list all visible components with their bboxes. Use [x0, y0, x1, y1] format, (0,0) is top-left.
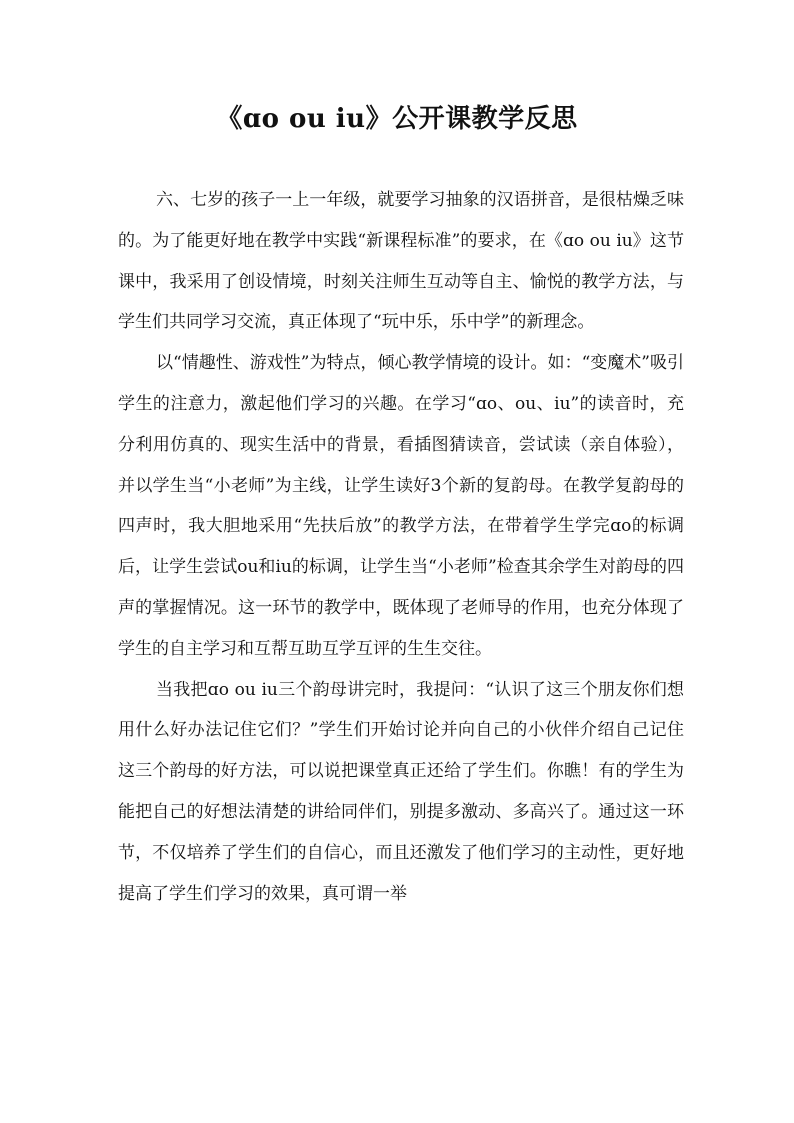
- document-title: 《ɑo ou iu》公开课教学反思: [216, 104, 578, 134]
- document-body: [118, 180, 684, 914]
- paragraph-1: 六、七岁的孩子一上一年级，就要学习抽象的汉语拼音，是很枯燥乏味的。为了能更好地在教学中实践“新课程标准”的要求，在《ɑo ou iu》这节课中，我采用了创设情境，时刻关注师生互动等自主、愉悦的教学方法，与学生们共同学习交流，真正体现了“玩中乐，乐中学”的新理念。: [118, 190, 684, 333]
- paragraph-3: 当我把ɑo ou iu三个韵母讲完时，我提问：“认识了这三个朋友你们想用什么好办法记住它们？”学生们开始讨论并向自己的小伙伴介绍自己记住这三个韵母的好方法，可以说把课堂真正还给了学生们。你瞧！有的学生为能把自己的好想法清楚的讲给同伴们，别提多激动、多高兴了。通过这一环节，不仅培养了学生们的自信心，而且还激发了他们学习的主动性，更好地提高了学生们学习的效果，真可谓一举: [118, 679, 684, 904]
- paragraph-2: 以“情趣性、游戏性”为特点，倾心教学情境的设计。如：“变魔术”吸引学生的注意力，激起他们学习的兴趣。在学习“ɑo、ou、iu”的读音时，充分利用仿真的、现实生活中的背景，看插图猜读音，尝试读（亲自体验），并以学生当“小老师”为主线，让学生读好3个新的复韵母。在教学复韵母的四声时，我大胆地采用“先扶后放”的教学方法，在带着学生学完ɑo的标调后，让学生尝试ou和iu的标调，让学生当“小老师”检查其余学生对韵母的四声的掌握情况。这一环节的教学中，既体现了老师导的作用，也充分体现了学生的自主学习和互帮互助互学互评的生生交往。: [118, 353, 684, 659]
